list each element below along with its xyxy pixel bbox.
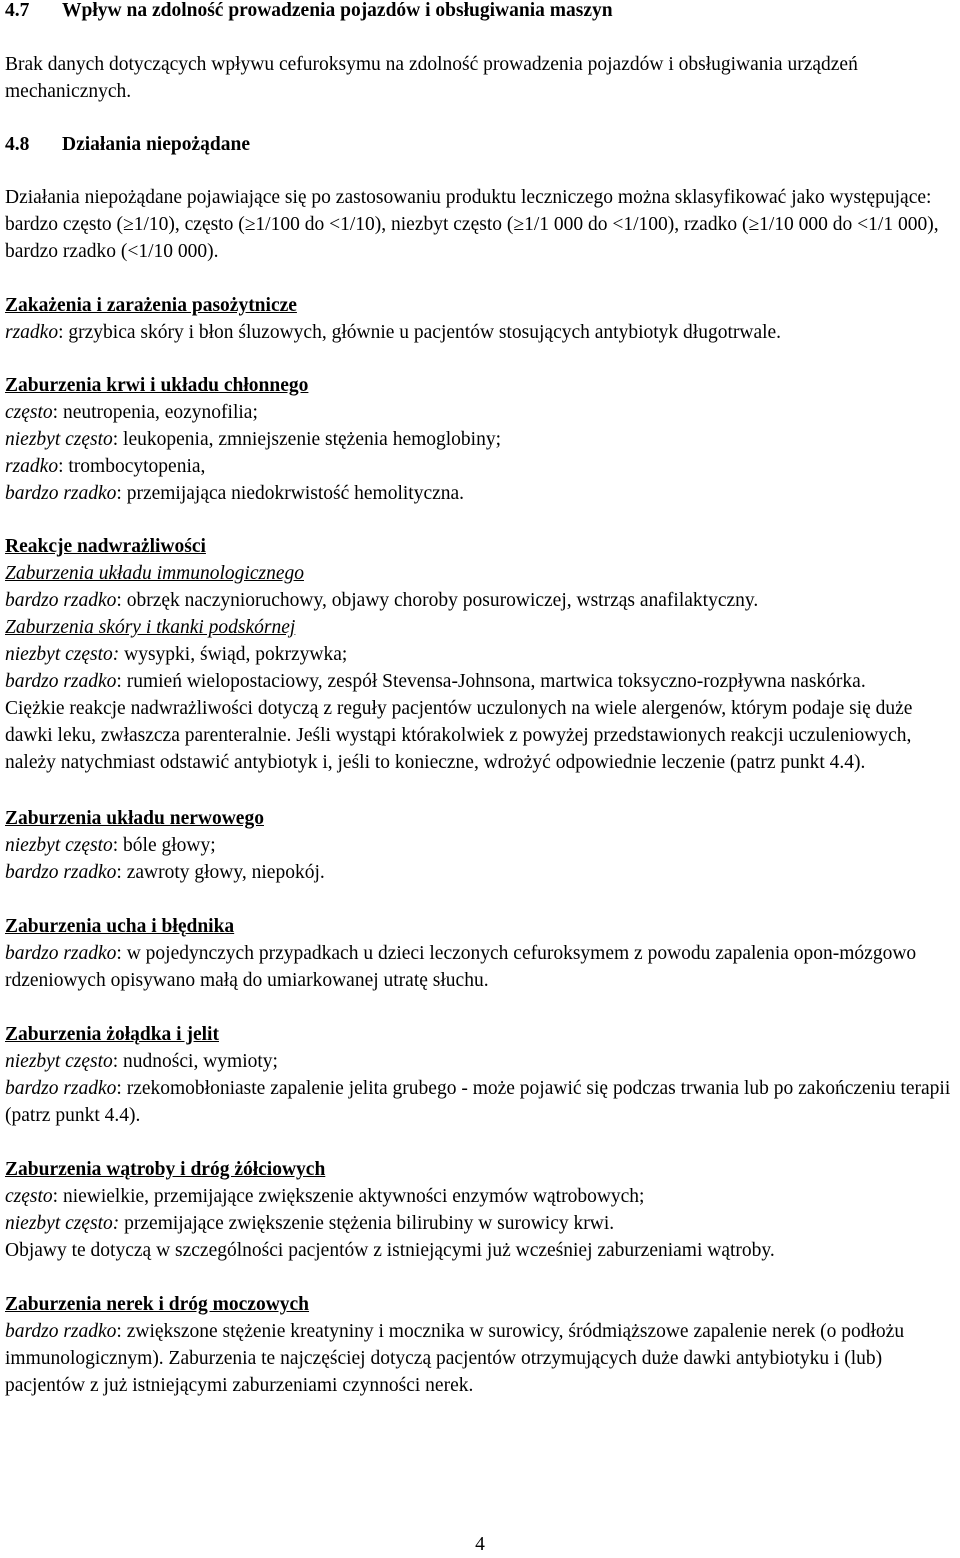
section-number: 4.7 [5,0,30,21]
heading-ear: Zaburzenia ucha i błędnika [5,916,235,937]
row-liver-1 [5,1210,955,1237]
paragraph-frequency-classes: bardzo często (≥1/10), często (≥1/100 do <1/10), niezbyt często (≥1/1 000 do <1/100), rzadko (≥1/10 000 do <1/1 000), bardzo rzadko (<1/10 000). [5,214,939,262]
heading-nervous: Zaburzenia układu nerwowego [5,808,264,829]
paragraph-liver-note: Objawy te dotyczą w szczególności pacjentów z istniejącymi już wcześniej zaburzeniami wątroby. [5,1240,775,1261]
row-skin-0 [5,641,955,668]
effect-text: : zawroty głowy, niepokój. [116,862,325,883]
row-nervous-1 [5,859,955,886]
row-ear-0 [5,940,955,994]
effect-text: : leukopenia, zmniejszenie stężenia hemoglobiny; [112,429,502,450]
page-number: 4 [475,1534,485,1555]
paragraph-intro: Działania niepożądane pojawiające się po zastosowaniu produktu leczniczego można sklasyfikować jako występujące: [5,187,932,208]
effect-text: : obrzęk naczynioruchowy, objawy choroby posurowiczej, wstrząs anafilaktyczny. [116,590,759,611]
subheading-immune: Zaburzenia układu immunologicznego [5,563,304,584]
heading-kidney: Zaburzenia nerek i dróg moczowych [5,1294,310,1315]
heading-gastro: Zaburzenia żołądka i jelit [5,1024,219,1045]
effect-text: : rzekomobłoniaste zapalenie jelita grubego - może pojawić się podczas trwania lub po zakończeniu terapii (patrz punkt 4.4). [5,1078,951,1126]
paragraph-hypersensitivity-note: Ciężkie reakcje nadwrażliwości dotyczą z reguły pacjentów uczulonych na wiele alergenów, którym podaje się duże dawki leku, zwłaszcza parenteralnie. Jeśli wystąpi którakolwiek z powyżej przedstawionych reakcji uczuleniowych, należy natychmiast odstawić antybiotyk i, jeśli to konieczne, wdrożyć odpowiednie leczenie (patrz punkt 4.4). [5,698,913,773]
effect-text: : bóle głowy; [112,835,216,856]
row-kidney-0 [5,1318,955,1399]
heading-liver: Zaburzenia wątroby i dróg żółciowych [5,1159,326,1180]
frequency-label: niezbyt często [5,429,113,450]
frequency-label: rzadko [5,456,59,477]
effect-text: przemijające zwiększenie stężenia bilirubiny w surowicy krwi. [119,1213,615,1234]
section-title: Działania niepożądane [62,134,250,155]
row-blood-3 [5,480,955,507]
row-immune-0 [5,587,955,614]
frequency-label: niezbyt często: [5,644,120,665]
row-gastro-1 [5,1075,955,1129]
heading-infections: Zakażenia i zarażenia pasożytnicze [5,295,297,316]
frequency-label: niezbyt często [5,835,113,856]
frequency-label: bardzo rzadko [5,671,117,692]
row-infections-0 [5,319,955,346]
frequency-label: bardzo rzadko [5,1321,117,1342]
row-blood-0 [5,399,955,426]
frequency-label: często [5,1186,53,1207]
row-blood-2 [5,453,955,480]
row-liver-0 [5,1183,955,1210]
frequency-label: niezbyt często [5,1051,113,1072]
heading-hypersensitivity: Reakcje nadwrażliwości [5,536,206,557]
subheading-skin: Zaburzenia skóry i tkanki podskórnej [5,617,296,638]
frequency-label: niezbyt często: [5,1213,120,1234]
effect-text: : nudności, wymioty; [112,1051,278,1072]
frequency-label: bardzo rzadko [5,483,117,504]
frequency-label: bardzo rzadko [5,590,117,611]
effect-text: : trombocytopenia, [58,456,206,477]
effect-text: wysypki, świąd, pokrzywka; [119,644,348,665]
effect-text: : grzybica skóry i błon śluzowych, głównie u pacjentów stosujących antybiotyk długotrwale. [58,322,782,343]
section-number: 4.8 [5,134,30,155]
effect-text: : rumień wielopostaciowy, zespół Stevensa-Johnsona, martwica toksyczno-rozpływna naskórka. [116,671,866,692]
paragraph-driving: Brak danych dotyczących wpływu cefuroksymu na zdolność prowadzenia pojazdów i obsługiwania urządzeń mechanicznych. [5,54,858,102]
effect-text: : zwiększone stężenie kreatyniny i mocznika w surowicy, śródmiąższowe zapalenie nerek (o podłożu immunologicznym). Zaburzenia te najczęściej dotyczą pacjentów otrzymujących duże dawki antybiotyku i (lub) pacjentów z już istniejącymi zaburzeniami czynności nerek. [5,1321,905,1396]
section-heading-4-7 [5,0,955,24]
effect-text: : neutropenia, eozynofilia; [52,402,258,423]
row-blood-1 [5,426,955,453]
effect-text: : przemijająca niedokrwistość hemolityczna. [116,483,465,504]
frequency-label: bardzo rzadko [5,943,117,964]
row-nervous-0 [5,832,955,859]
frequency-label: często [5,402,53,423]
effect-text: : niewielkie, przemijające zwiększenie aktywności enzymów wątrobowych; [52,1186,645,1207]
frequency-label: rzadko [5,322,59,343]
section-title: Wpływ na zdolność prowadzenia pojazdów i obsługiwania maszyn [62,0,613,21]
frequency-label: bardzo rzadko [5,862,117,883]
row-gastro-0 [5,1048,955,1075]
section-heading-4-8 [5,131,955,158]
row-skin-1 [5,668,955,695]
heading-blood: Zaburzenia krwi i układu chłonnego [5,375,309,396]
document-page [5,0,955,1399]
frequency-label: bardzo rzadko [5,1078,117,1099]
effect-text: : w pojedynczych przypadkach u dzieci leczonych cefuroksymem z powodu zapalenia opon-mózgowo rdzeniowych opisywano małą do umiarkowanej utratę słuchu. [5,943,917,991]
